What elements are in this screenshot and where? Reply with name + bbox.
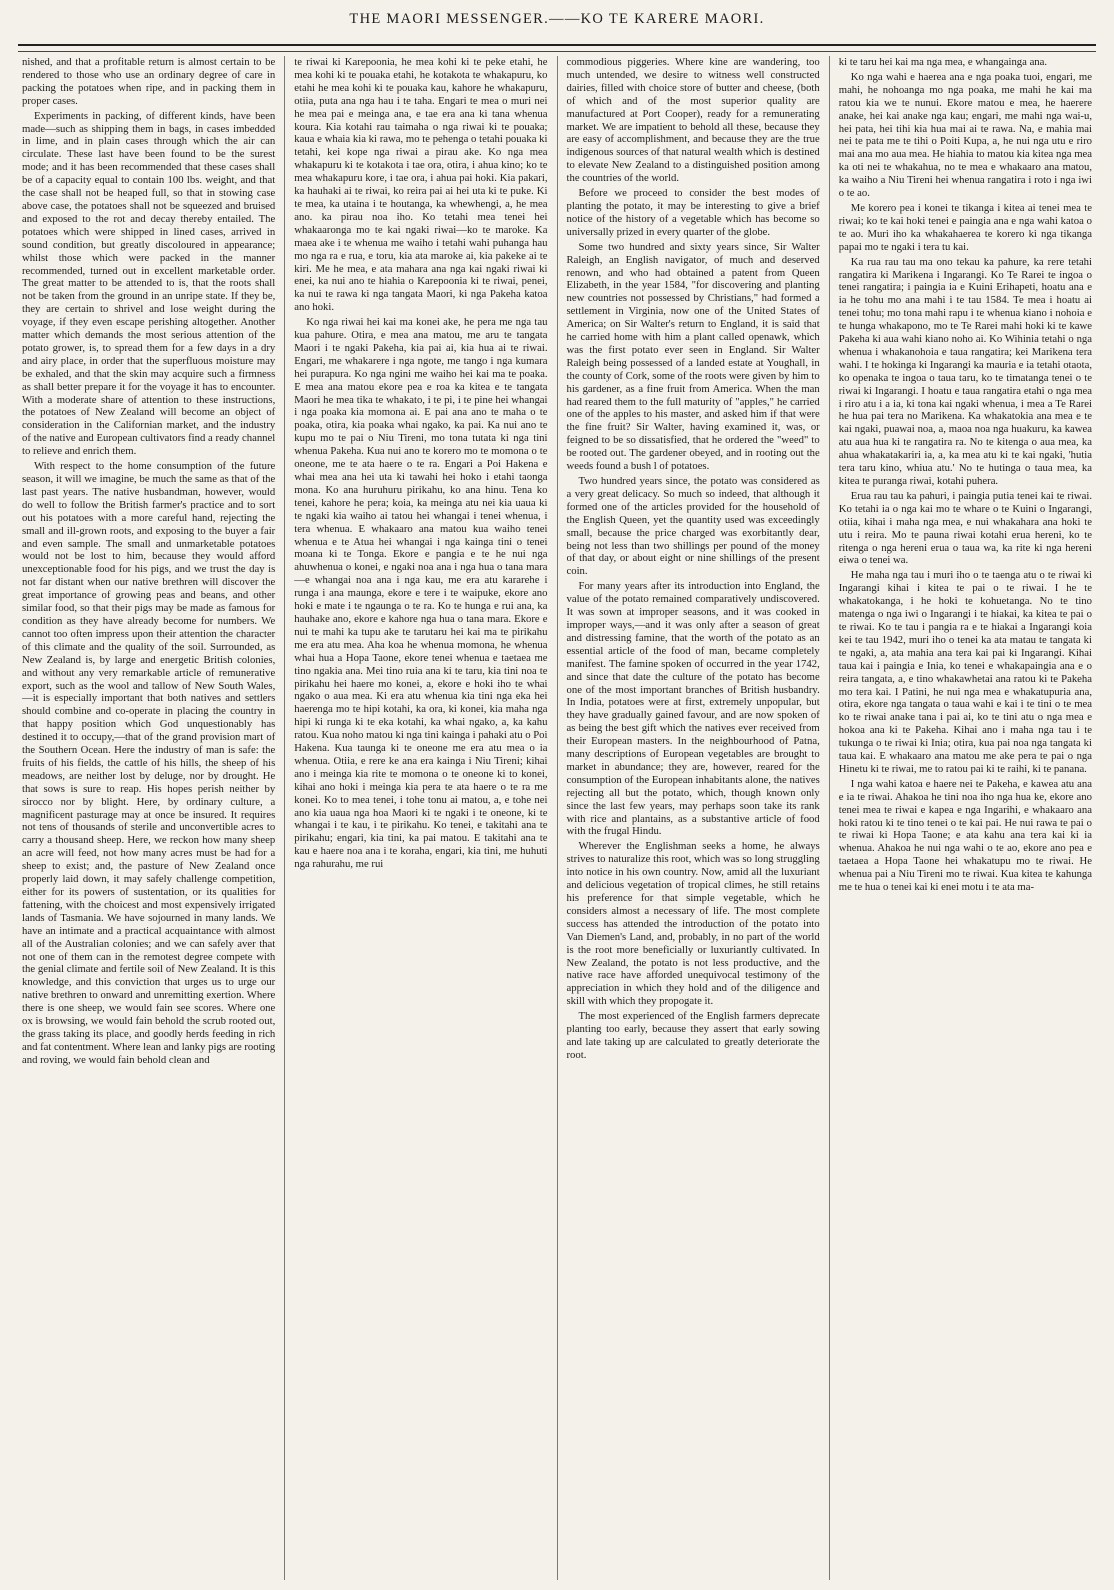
masthead-title: THE MAORI MESSENGER.——KO TE KARERE MAORI. [349,10,765,27]
columns [22,56,1092,1580]
column-1-english [22,56,284,1580]
paragraph: With respect to the home consumption of the future season, it will we imagine, be much the same as that of the last past years. The native husbandman, however, would do well to follow the British farmer's practice and to sort out his potatoes with a more careful hand, rejecting the small and ill-grown roots, and exposing to the buyer a fair and even sample. The small and unmarketable potatoes would not be lost to him, because they would afford unexceptionable food for his pigs, and we trust the day is not far distant when our native brethren will discover the great importance of growing peas and beans, and other similar food, so that their pigs may be made as famous for condition as they have already become for numbers. We cannot too often impress upon their attention the character of this climate and the quality of the soil. Surrounded, as New Zealand is, by large and energetic British colonies, and without any very remarkable article of remunerative export, such as the wool and tallow of New South Wales,—it is especially important that both natives and settlers should combine and co-operate in placing the country in that happy position which God unquestionably has destined it to occupy,—that of the grand provision mart of the Southern Ocean. Here the industry of man is safe: the fruits of his fields, the cattle of his hills, the sheep of his meadows, are neither lost by deluge, nor by drought. He that sows is sure to reap. His hopes perish neither by sirocco nor by blight. Here, by ordinary culture, a magnificent pasturage may at once be insured. It requires not tens of thousands of sterile and unconvertible acres to carry a thousand sheep. Here, we reckon how many sheep an acre will feed, not how many acres must be had for a sheep to exist; and, the pasture of New Zealand once properly laid down, it may safely challenge competition, either for its powers of sustentation, or its qualities for fattening, with the choicest and most expensively irrigated lands of Tasmania. We have sojourned in many lands. We have an intimate and a practical acquaintance with almost all of the Australian colonies; and we can safely aver that not one of them can in the remotest degree compete with the genial climate and fertile soil of New Zealand. It is this knowledge, and this conviction that urges us to urge our native brethren to onward and unremitting exertion. Where there is one sheep, we would fain see scores. Where one ox is browsing, we would fain behold the scrub rooted out, the grass taking its place, and goodly herds feeding in rich and fat contentment. Where lean and lanky pigs are rooting and roving, we would fain behold clean and [22,460,276,1066]
masthead [18,0,1096,38]
masthead-rule [18,44,1096,52]
column-4-maori [829,56,1092,1580]
paragraph: The most experienced of the English farmers deprecate planting too early, because they assert that early sowing and late taking up are calculated to greatly deteriorate the root. [566,1010,820,1061]
paragraph: Ko nga riwai hei kai ma konei ake, he pera me nga tau kua pahure. Otira, e mea ana matou, me aru te tangata Maori i te ngaki Pakeha, kia pai ai, kia hua ai te riwai. Engari, me whakarere i nga ngote, me tango i nga kumara hei purapura. Ko nga ngini me waiho hei kai ma te poaka. E mea ana matou ekore pea e roa ka kitea e te tangata Maori he mea tika te whakato, i te pi, i te pine hei whangai i nga poaka kia momona ai. E pai ana ano te maha o te poaka, otira, kia poaka whai ngako, ka pai. Ka nui ano te kupu mo te pai o Niu Tireni, mo tona tutata ki nga tini whenua Pakeha. Kua nui ano te korero mo te momona o te oneone, me te ata haere o te ra. Engari a Poi Hakena e whai mea ana hei uta ki tawahi hei hoko i etahi taonga mona. Ko ana huruhuru pirikahu, ko ana hinu. Tena ko tenei, kahore he pera; koia, ka meinga atu nei kia uaua ki te ngaki kia waiho ai tatou hei whangai i tenei whenua, i tera whenua. E whakaaro ana matou kua waiho tenei whenua e te Atua hei whangai i nga kainga tini o tenei moana ki te Tonga. Ekore e pangia e te he nui nga ahuwhenua o konei, e ngaki noa ana i nga hua o tana mara—e whangai noa ana i nga kau, me era atu kararehe i runga i ana maunga, ekore e tere i te waipuke, ekore ano hoki e mate i te ngaunga o te ra. Ko te hunga e rui ana, ka hauhake ano, ekore e kahore nga hua o tana mara. Ekore e nui te mahi ka tupu ake te tarutaru hei kai ma te pirikahu me era atu mea. Aha koa he whenua momona, he whenua whai hua a Hopa Taone, ekore tenei whenua e taetaea me tino ngakia ana. Mei tino ruia ana ki te taru, kia tini noa te pirikahu hei haere mo konei, a, ekore e hoki iho te whai ngako o aua mea. Ki era atu whenua kia tini nga eka hei haerenga mo te hipi kotahi, ka ora, ki konei, kia maha nga hipi ki runga ki te eka kotahi, ka whai ngako, a, ka kahu ratou. Kua noho matou ki nga tini kainga i pahaki atu o Poi Hakena. Kua taunga ki te oneone me era atu mea o ia whenua. Otiia, e rere ke ana era kainga i Niu Tireni; kihai ano i meinga kia rite te momona o te oneone ki to konei, kihai ano hoki i meinga kia pera te ata haere o te ra me konei. Ko to mea tenei, i tohe tonu ai matou, a, e tohe nei ano kia uaua nga hoa Maori ki te ngaki i te oneone, ki te whangai i te kau, i te pirikahu. Ko tenei, e takitahi ana te pirikahu; engari, kia tini, ka pai matou. E takitahi ana te kau e haere noa ana i te koraha, engari, kia tini, me huhuti nga rahurahu, me rui [294,316,548,871]
paragraph: I nga wahi katoa e haere nei te Pakeha, e kawea atu ana e ia te riwai. Ahakoa he tini noa iho nga hua ke, ekore ano tenei mea te riwai e kapea e nga Ingarihi, e whakaaro ana hoki ratou ki te tino tenei o te kai pai. He nui rawa te pai o te riwai ki Hopa Taone; e ata kahu ana tera kai ki ia whenua. Ahakoa he nui nga wahi o te ao, ekore ano pea e taetaea a Hopa Taone hei whakatupu mo te riwai. He whenua pai a Niu Tireni mo te riwai. Kua kitea te kahunga me te hua o tenei kai ki enei motu i te ata ma- [838,777,1092,894]
paragraph: Erua rau tau ka pahuri, i paingia putia tenei kai te riwai. Ko tetahi ia o nga kai mo te whare o te Kuini o Ingarangi, otiia, kihai i maha nga mea, e nui whakahara ana hoki te utu i reira. Mo te pauna riwai kotahi erua hereni, ko te ritenga o nga hereni erua o taua wa, ka rite ki nga hereni eiwa o tenei wa. [838,489,1092,567]
paragraph: For many years after its introduction into England, the value of the potato remained comparatively undiscovered. It was sown at improper seasons, and it was cooked in improper ways,—and it was only after a season of great and distressing famine, that the worth of the potato as an essential article of the food of man, became completely manifest. The famine spoken of occurred in the year 1742, and since that date the culture of the potato has become one of the most important branches of British husbandry. In India, potatoes were at first, extremely unpopular, but they have gradually gained favour, and are now spoken of as being the best gift which the natives ever received from their European masters. In the neighbourhood of Patna, many descriptions of European vegetables are brought to market in abundance; they are, however, reared for the consumption of the European inhabitants alone, the natives rejecting all but the potato, which, though known only since the last few years, may perhaps soon take its rank with rice and plantains, as a substantive article of food with the frugal Hindu. [566,580,820,838]
paragraph: Me korero pea i konei te tikanga i kitea ai tenei mea te riwai; ko te kai hoki tenei e paingia ana e nga wahi katoa o te ao. Muri iho ka whakahaerea te korero ki nga tikanga papai mo te ngaki i tera tu kai. [838,201,1092,253]
paragraph: Ko nga wahi e haerea ana e nga poaka tuoi, engari, me mahi, he nohoanga mo nga poaka, me mahi he kai ma ratou kia we te nunui. Ekore matou e mea, he haerere anake, hei kai anake nga kau; engari, me mahi nga wai-u, hei pata, hei tihi kia hua mai ai te rawa. Na, e mahia mai nei te pata me te tihi o Poiti Kupa, a, he nui nga utu e riro mai ana mo aua mea. He hiahia to matou kia kitea nga mea ka oti nei te whakahua, no te mea e whakaaro ana matou, ka waiho a Niu Tireni hei whenua rangatira i roto i nga iwi o te ao. [838,70,1092,200]
paragraph: Two hundred years since, the potato was considered as a very great delicacy. So much so indeed, that although it formed one of the articles provided for the household of the English Queen, yet the quantity used was exceedingly small, because the price charged was exorbitantly dear, being not less than two shillings per pound of the money of that day, or about eight or nine shillings of the present coin. [566,475,820,578]
paragraph: He maha nga tau i muri iho o te taenga atu o te riwai ki Ingarangi kihai i kitea te pai o te riwai. I he te whakatokanga, i he hoki te kohuetanga. No te tino matenga o nga iwi o Ingarangi i te hiakai, ka kitea te pai o te riwai. Ko te tau i pangia ra e te hiakai a Ingarangi koia kei te tau 1942, muri iho o tenei ka ata matau te tangata ki te ngaki, a, ata mahia ana tera kai pai ki Ingarangi. Kihai taua kai i paingia e Inia, ko tenei e whakapaingia ana e o reira tangata, a, e tino whakawhetai ana ratou ki te Pakeha mo tera kai. I Patini, he nui nga mea e whakatupuria ana, otira, ekore nga tangata o taua wahi e kai i te tini o te mea ko te riwai anake tana i pai ai, ko te tini atu o nga mea e hokoa ana ki te Pakeha. Kihai ano i maha nga tau i te tukunga o te riwai ki Inia; otira, kua pai noa nga tangata ki taua kai. E whakaaro ana matou me ake pera te pai o nga Hinetu ki te riwai, me to ratou pai ki te raihi, ki te panana. [838,569,1092,775]
paragraph: Ka rua rau tau ma ono tekau ka pahure, ka rere tetahi rangatira ki Marikena i Ingarangi. Ko Te Rarei te ingoa o tenei rangatira; i paingia ia e Kuini Erihapeti, hoatu ana e ia he tohu mo ana mahi i te tau 1584. Te mea i hoatu ai tenei tohu; mo tona mahi rapu i te whenua kiano i nohoia e te hunga whakapono, mo te Te Rarei mahi hoki ki te kawe Pakeha ki aua wahi kiano noho ai. Ko Wihinia tetahi o nga whenua i whakanohoia e taua rangatira; kei Marikena tera wahi. I te hokinga ki Ingarangi ka mauria e ia tetahi otaota, ko openaka te ingoa o taua taru, ko te timatanga tenei o te riwai ki Ingarangi. I hoatu e taua rangatira etahi o nga mea i riro atu i a ia, ki tona kai ngaki whenua, i mea a Te Rarei he hua pai tera no Marikena. Ka whakatokia ana mea e te kai ngaki, puawai noa, a, maoa noa nga huakuru, ka kawea atu aua hua ki te rangatira ra. No te kitenga o aua mea, ka ahua whakatakariri ia, a, ka mea atu ki te kai ngaki, 'hutia tera taru kino, whiua atu.' No te hutinga o taua mea, ka kitea te puranga riwai, kotahi puhera. [838,255,1092,487]
paragraph: Some two hundred and sixty years since, Sir Walter Raleigh, an English navigator, of much and deserved renown, and who had obtained a patent from Queen Elizabeth, in the year 1584, "for discovering and planting new countries not possessed by Christians," had formed a settlement in Virginia, now one of the United States of America; on Sir Walter's return to England, it is said that he carried home with him a plant called openawk, which was the first potato ever seen in England. Sir Walter Raleigh being possessed of a landed estate at Youghall, in the county of Cork, some of the roots were given by him to his gardener, as a fine fruit from America. When the man had reared them to the full maturity of "apples," he carried one of the apples to his master, and asked him if that were the fine fruit? Sir Walter, having examined it, was, or feigned to be so dissatisfied, that he ordered the "weed" to be rooted out. The gardener obeyed, and in rooting out the weeds found a bush l of potatoes. [566,240,820,473]
column-2-maori [284,56,556,1580]
paragraph: ki te taru hei kai ma nga mea, e whangainga ana. [838,56,1048,68]
paragraph: Experiments in packing, of different kinds, have been made—such as shipping them in bags, in cases imbedded in lime, and in plain cases through which the air can circulate. These last have been found to be the surest mode; and it has been recommended that these cases shall be of a capacity equal to contain 100 lbs. weight, and that the case shall not be heaped full, so that in stowing case above case, the potatoes shall not be squeezed and bruised and exposed to the rot and decay thereby entailed. The potatoes which were shipped in lined cases, arrived in sound condition, but greatly discoloured in appearance; whilst those which were packed in the manner recommended, turned out in excellent marketable order. The great matter to be attended to is, that the roots shall not be taken from the ground in an unripe state. If they be, they are certain to shrivel and lose weight during the voyage, if they even escape perishing altogether. Another matter which demands the most serious attention of the potato grower, is, to spread them for a few days in a dry and airy place, in order that the superfluous moisture may be exhaled, and that the skin may acquire such a firmness as shall better prepare it for the voyage it has to encounter. With a moderate share of attention to these instructions, the potatoes of New Zealand will become an object of consideration in the Californian market, and the industry of the native and European cultivators find a ready channel to relieve and enrich them. [22,109,276,458]
paragraph: commodious piggeries. Where kine are wandering, too much untended, we desire to witness well constructed dairies, filled with choice store of butter and cheese, (both of which and of the most superior quality are manufactured at Port Cooper), ready for a remunerating market. We are impatient to behold all these, because they are easy of accomplishment, and because they are the true indigenous sources of that natural wealth which is destined to elevate New Zealand to a distinguished position among the countries of the world. [566,56,820,185]
paragraph: Before we proceed to consider the best modes of planting the potato, it may be interesting to give a brief notice of the history of a vegetable which has become so universally prized in every quarter of the globe. [566,187,820,238]
paragraph: nished, and that a profitable return is almost certain to be rendered to those who use an ordinary degree of care in packing the potatoes when ripe, and in packing them in proper cases. [22,56,276,107]
paragraph: Wherever the Englishman seeks a home, he always strives to naturalize this root, which was so long struggling into notice in his own country. Now, amid all the luxuriant and delicious vegetation of tropical climes, he still retains his preference for that simple vegetable, which he considers almost a necessary of life. The most complete success has attended the introduction of the potato into Van Diemen's Land, and, probably, in no part of the world is the root more beneficially or luxuriantly cultivated. In New Zealand, the potato is not less productive, and the native race have afforded unequivocal testimony of the appreciation in which they hold and of the diligence and skill with which they propogate it. [566,840,820,1008]
column-3-english [557,56,829,1580]
paragraph: te riwai ki Karepoonia, he mea kohi ki te peke etahi, he mea kohi ki te pouaka etahi, he kotakota te whakapuru, ko etahi he mea kohi ki te pouaka kau, kahore he whakapuru, otiia, puta ana nga hau i te taha. Engari te mea o muri nei he mea pai e meinga ana, e tae era ana ki tana whenua koura. Kia kotahi rau taimaha o nga riwai ki te pouaka; kaua e whaia kia ki rawa, mo te pehenga o tetahi pouaka ki tetahi, kei kope nga riwai a pirau ake. Ko nga mea whakapuru ki te kotakota i tae ora, otira, i ahua kino; ko te mea whakapuru kore, i tae ora, i ahua pai hoki. Kia pakari, ka hauhaki ai te riwai, ko reira pai ai hei uta ki te puke. Ki te mea, ka utaina i te houtanga, ka whewhengi, a, he mea ano. ka pirau noa iho. Ko tetahi mea tenei hei whakaaronga mo te kai ngaki riwai—ko te maroke. Ka maea ake i te whenua me waiho i tetahi wahi puhanga hau mo nga ra e rua, e toru, kia ata maroke ai, kia pakeke ai te kiri. Me he mea, e ata mahara ana nga kai ngaki riwai ki enei, ka nui ano te hiahia o Karepoonia ki te riwai, penei, ka nui te rawa ki nga tangata Maori, ki nga Pakeha katoa ano hoki. [294,56,548,314]
